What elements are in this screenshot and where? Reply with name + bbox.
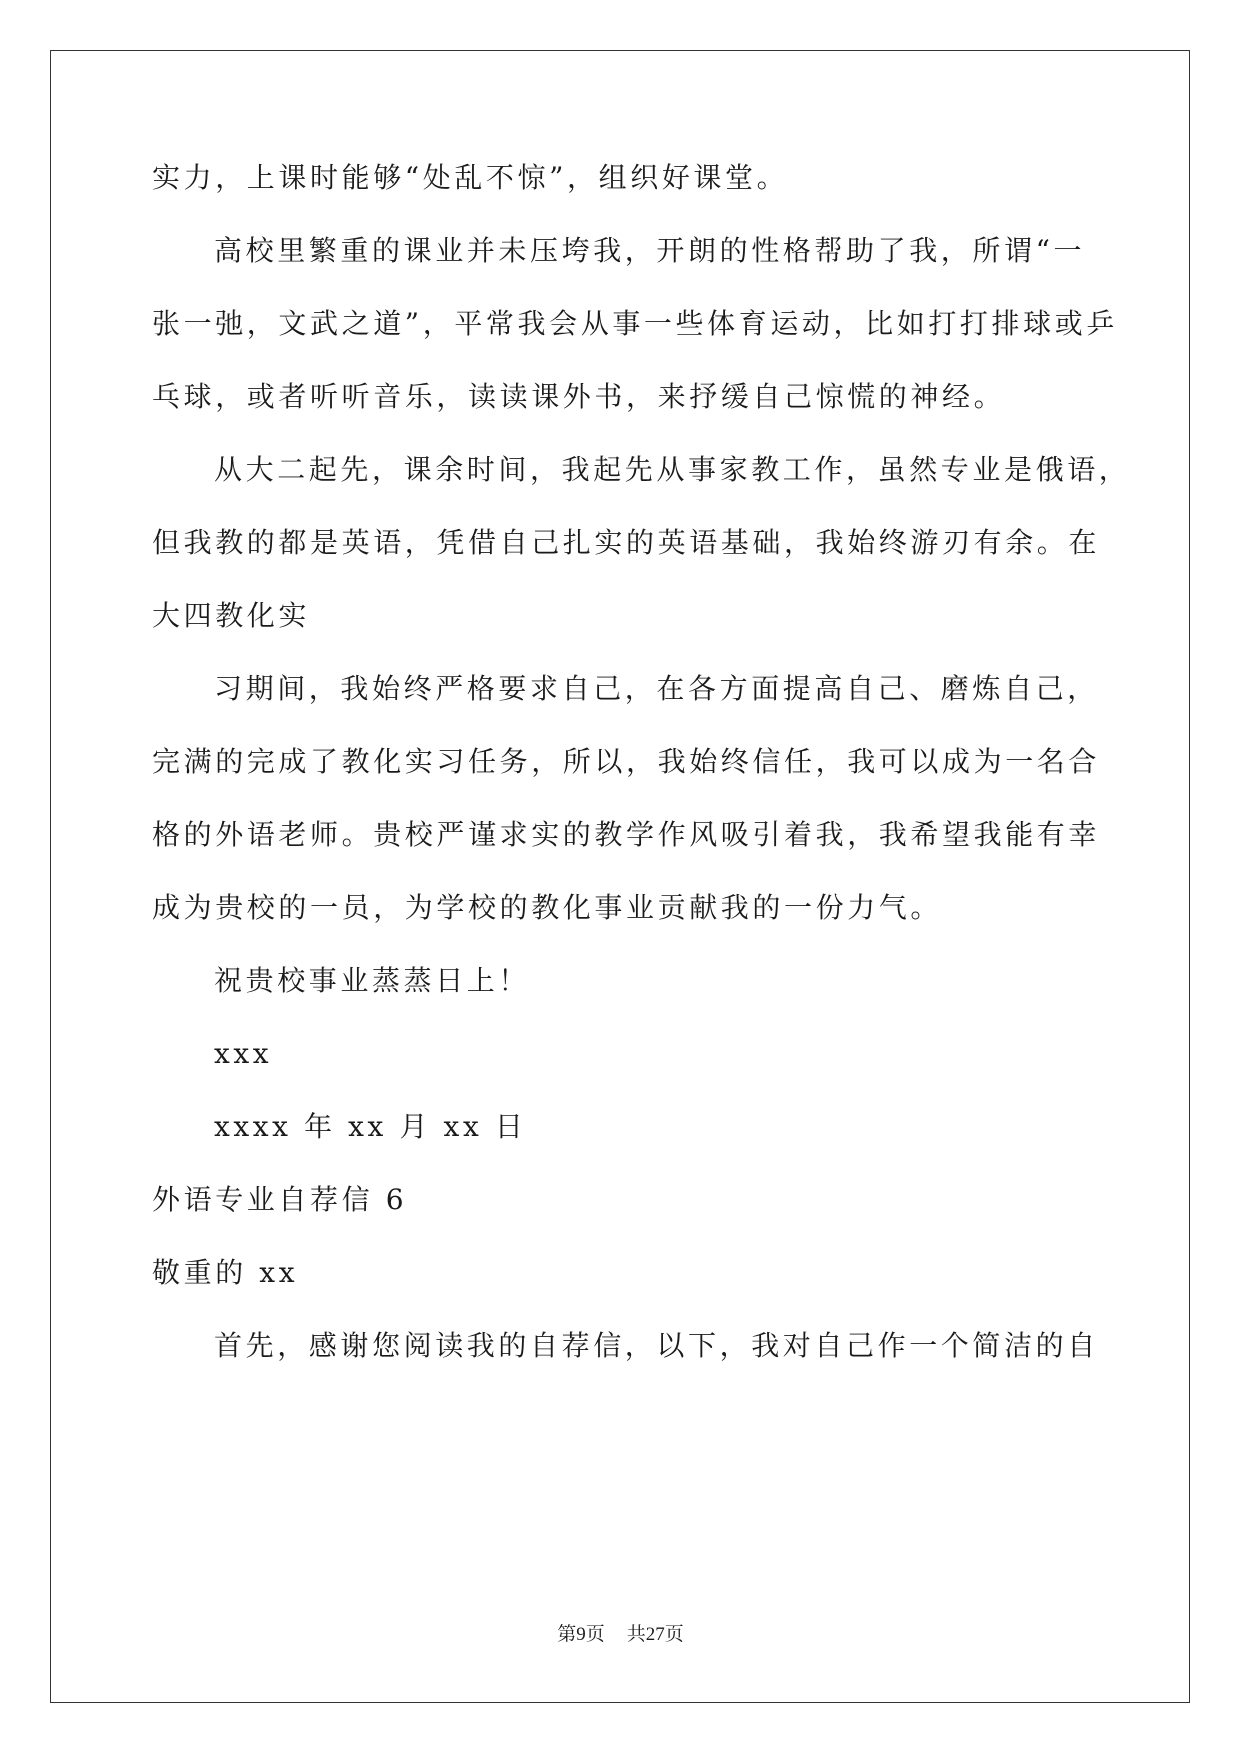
footer-total-suffix: 页: [664, 1623, 684, 1645]
closing-wish: 祝贵校事业蒸蒸日上！: [214, 964, 531, 997]
page-border: [50, 50, 1190, 1703]
salutation: 敬重的 xx: [152, 1256, 299, 1289]
footer-page-suffix: 页: [585, 1623, 605, 1645]
signature-name: xxx: [214, 1037, 273, 1070]
text-line-7: 大四教化实: [152, 599, 311, 632]
signature-date: xxxx 年 xx 月 xx 日: [214, 1110, 527, 1143]
text-line-4: 乓球，或者听听音乐，读读课外书，来抒缓自己惊慌的神经。: [152, 380, 1006, 413]
text-line-6: 但我教的都是英语，凭借自己扎实的英语基础，我始终游刃有余。在: [152, 526, 1101, 559]
page-footer: [0, 1622, 1241, 1647]
text-line-10: 格的外语老师。贵校严谨求实的教学作风吸引着我，我希望我能有幸: [152, 818, 1101, 851]
footer-page-current: 9: [576, 1624, 586, 1645]
text-line-17: 首先，感谢您阅读我的自荐信，以下，我对自己作一个简洁的自: [214, 1329, 1099, 1362]
text-line-11: 成为贵校的一员，为学校的教化事业贡献我的一份力气。: [152, 891, 943, 924]
footer-page-total: 27: [645, 1624, 665, 1645]
text-line-1: 实力，上课时能够“处乱不惊”，组织好课堂。: [152, 161, 789, 194]
footer-page-prefix: 第: [557, 1623, 577, 1645]
text-line-2: 高校里繁重的课业并未压垮我，开朗的性格帮助了我，所谓“一: [214, 234, 1086, 267]
footer-total-prefix: 共: [626, 1623, 646, 1645]
text-line-8: 习期间，我始终严格要求自己，在各方面提高自己、磨炼自己，: [214, 672, 1099, 705]
section-heading: 外语专业自荐信 6: [152, 1183, 408, 1216]
text-line-3: 张一弛，文武之道”，平常我会从事一些体育运动，比如打打排球或乒: [152, 307, 1118, 340]
text-line-9: 完满的完成了教化实习任务，所以，我始终信任，我可以成为一名合: [152, 745, 1101, 778]
text-line-5: 从大二起先，课余时间，我起先从事家教工作，虽然专业是俄语，: [214, 453, 1131, 486]
